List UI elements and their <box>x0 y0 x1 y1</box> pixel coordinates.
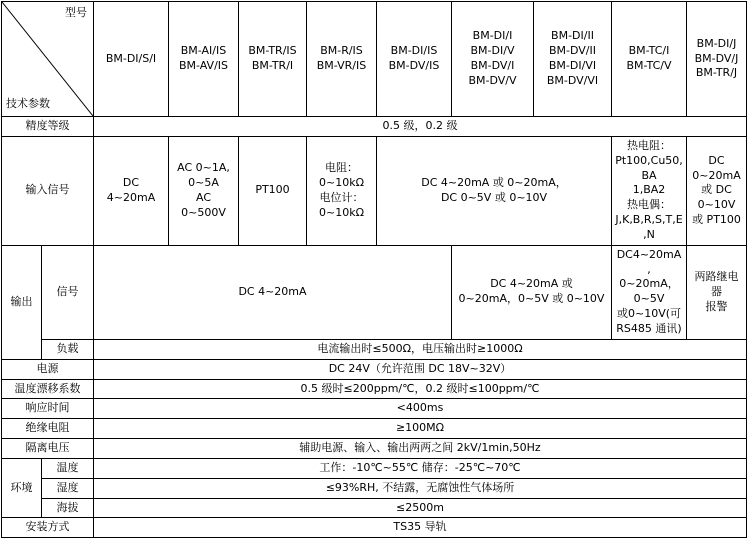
input-line: 热电阻： <box>627 138 671 152</box>
output-signal-cell-4 <box>687 245 747 339</box>
label-insulation-resistance: 绝缘电阻 <box>2 419 94 439</box>
input-line: 或 PT100 <box>692 213 741 227</box>
output-signal-cell-3 <box>612 245 687 339</box>
output-line: DC4~20mA, <box>616 247 682 276</box>
input-line: 0~500V <box>181 205 226 219</box>
input-cell-4 <box>307 136 377 245</box>
input-line: 0~10kΩ <box>319 175 364 189</box>
model-line: BM-DV/J <box>694 51 739 65</box>
row-temperature-drift <box>2 379 747 399</box>
label-environment-altitude: 海拔 <box>42 498 94 518</box>
input-cell-1 <box>94 136 169 245</box>
model-line: BM-DI/VI <box>548 59 597 72</box>
output-signal-cell-2 <box>452 245 612 339</box>
input-line: DC 0~20mA <box>692 153 741 182</box>
input-line: AC <box>195 190 211 204</box>
model-line: BM-VR/IS <box>316 59 367 72</box>
row-environment-altitude <box>2 498 747 518</box>
model-line: BM-DV/II <box>548 44 596 58</box>
row-response-time <box>2 399 747 419</box>
input-line: 0~10kΩ <box>319 205 364 219</box>
row-isolation-voltage <box>2 439 747 459</box>
label-environment: 环境 <box>2 458 42 518</box>
input-line: J,K,B,R,S,T,E,N <box>615 213 683 241</box>
value-environment-altitude: ≤2500m <box>94 498 747 518</box>
output-signal-cell-1 <box>94 245 452 339</box>
model-line: BM-TR/IS <box>248 44 297 58</box>
model-column-3 <box>239 2 307 117</box>
input-line: DC <box>122 175 140 189</box>
model-column-5 <box>377 2 452 117</box>
label-output: 输出 <box>2 245 42 359</box>
input-line: PT100 <box>255 183 290 197</box>
label-output-load: 负载 <box>42 339 94 359</box>
label-accuracy: 精度等级 <box>2 117 94 137</box>
model-column-6 <box>452 2 534 117</box>
table-header-row <box>2 2 747 117</box>
value-temperature-drift: 0.5 级时≤200ppm/℃，0.2 级时≤100ppm/℃ <box>94 379 747 399</box>
output-line: 0~20mA，0~5V <box>619 277 679 306</box>
row-mounting <box>2 518 747 538</box>
model-line: BM-TR/I <box>251 59 294 72</box>
input-line: AC 0~1A, <box>177 161 230 175</box>
label-isolation-voltage: 隔离电压 <box>2 439 94 459</box>
model-column-1 <box>94 2 169 117</box>
row-output-load <box>2 339 747 359</box>
value-environment-temperature: 工作：-10℃~55℃ 储存：-25℃~70℃ <box>94 458 747 478</box>
output-line: 或0~10V(可 <box>616 307 682 321</box>
model-column-8 <box>612 2 687 117</box>
input-line: 电位计： <box>319 190 364 204</box>
model-line: BM-TC/I <box>628 44 670 58</box>
model-line: BM-TC/V <box>626 59 672 72</box>
label-power: 电源 <box>2 359 94 379</box>
model-column-7 <box>534 2 612 117</box>
row-output-signal <box>2 245 747 339</box>
label-response-time: 响应时间 <box>2 399 94 419</box>
model-line: BM-DI/I <box>472 29 513 43</box>
model-line: BM-DV/VI <box>546 73 599 87</box>
input-line: 或 DC 0~10V <box>697 183 736 212</box>
input-line: 0~5A <box>188 175 219 189</box>
label-environment-humidity: 湿度 <box>42 478 94 498</box>
input-line: 电阻： <box>325 161 358 175</box>
value-accuracy: 0.5 级，0.2 级 <box>94 117 747 137</box>
input-line: DC 0~5V 或 0~10V <box>440 190 548 204</box>
row-environment-temperature <box>2 458 747 478</box>
value-isolation-voltage: 辅助电源、输入、输出两两之间 2kV/1min,50Hz <box>94 439 747 459</box>
output-line: 报警 <box>705 299 728 313</box>
output-line: DC 4~20mA <box>238 284 307 298</box>
output-line: 0~20mA，0~5V 或 0~10V <box>458 292 605 306</box>
model-line: BM-AI/IS <box>180 44 227 58</box>
label-environment-temperature: 温度 <box>42 458 94 478</box>
model-line: BM-DV/V <box>468 73 517 87</box>
input-cell-7 <box>687 136 747 245</box>
input-line: 1,BA2 <box>632 183 666 197</box>
output-line: RS485 通讯) <box>616 321 682 335</box>
input-cell-2 <box>169 136 239 245</box>
model-line: BM-AV/IS <box>178 59 229 72</box>
label-temperature-drift: 温度漂移系数 <box>2 379 94 399</box>
specification-table <box>1 1 747 538</box>
row-accuracy <box>2 117 747 137</box>
output-line: DC 4~20mA 或 <box>490 277 573 291</box>
model-line: BM-TR/J <box>695 66 738 80</box>
model-line: BM-DI/II <box>551 29 594 43</box>
corner-label-parameters: 技术参数 <box>6 97 50 111</box>
model-line: BM-DI/V <box>470 44 515 58</box>
input-cell-3 <box>239 136 307 245</box>
value-insulation-resistance: ≥100MΩ <box>94 419 747 439</box>
model-line: BM-DI/S/I <box>105 51 157 65</box>
input-line: 热电偶： <box>627 198 671 212</box>
model-line: BM-DI/IS <box>390 44 438 58</box>
label-input-signal: 输入信号 <box>2 136 94 245</box>
value-response-time: <400ms <box>94 399 747 419</box>
output-line: 两路继电器 <box>694 270 739 298</box>
model-line: BM-R/IS <box>320 44 363 58</box>
model-line: BM-DV/I <box>470 59 515 72</box>
model-column-2 <box>169 2 239 117</box>
model-line: BM-DV/IS <box>388 59 440 72</box>
row-insulation-resistance <box>2 419 747 439</box>
row-environment-humidity <box>2 478 747 498</box>
label-mounting: 安装方式 <box>2 518 94 538</box>
input-line: DC 4~20mA 或 0~20mA， <box>421 175 567 189</box>
corner-header-cell <box>2 2 94 117</box>
value-power: DC 24V（允许范围 DC 18V~32V） <box>94 359 747 379</box>
row-input-signal <box>2 136 747 245</box>
value-output-load: 电流输出时≤500Ω，电压输出时≥1000Ω <box>94 339 747 359</box>
input-line: Pt100,Cu50,BA <box>615 153 683 182</box>
model-line: BM-DI/J <box>696 36 737 50</box>
label-output-signal: 信号 <box>42 245 94 339</box>
corner-label-model: 型号 <box>65 6 87 19</box>
row-power <box>2 359 747 379</box>
model-column-4 <box>307 2 377 117</box>
value-mounting: TS35 导轨 <box>94 518 747 538</box>
model-column-9 <box>687 2 747 117</box>
input-cell-5 <box>377 136 612 245</box>
input-line: 4~20mA <box>106 190 156 204</box>
value-environment-humidity: ≤93%RH, 不结露，无腐蚀性气体场所 <box>94 478 747 498</box>
input-cell-6 <box>612 136 687 245</box>
